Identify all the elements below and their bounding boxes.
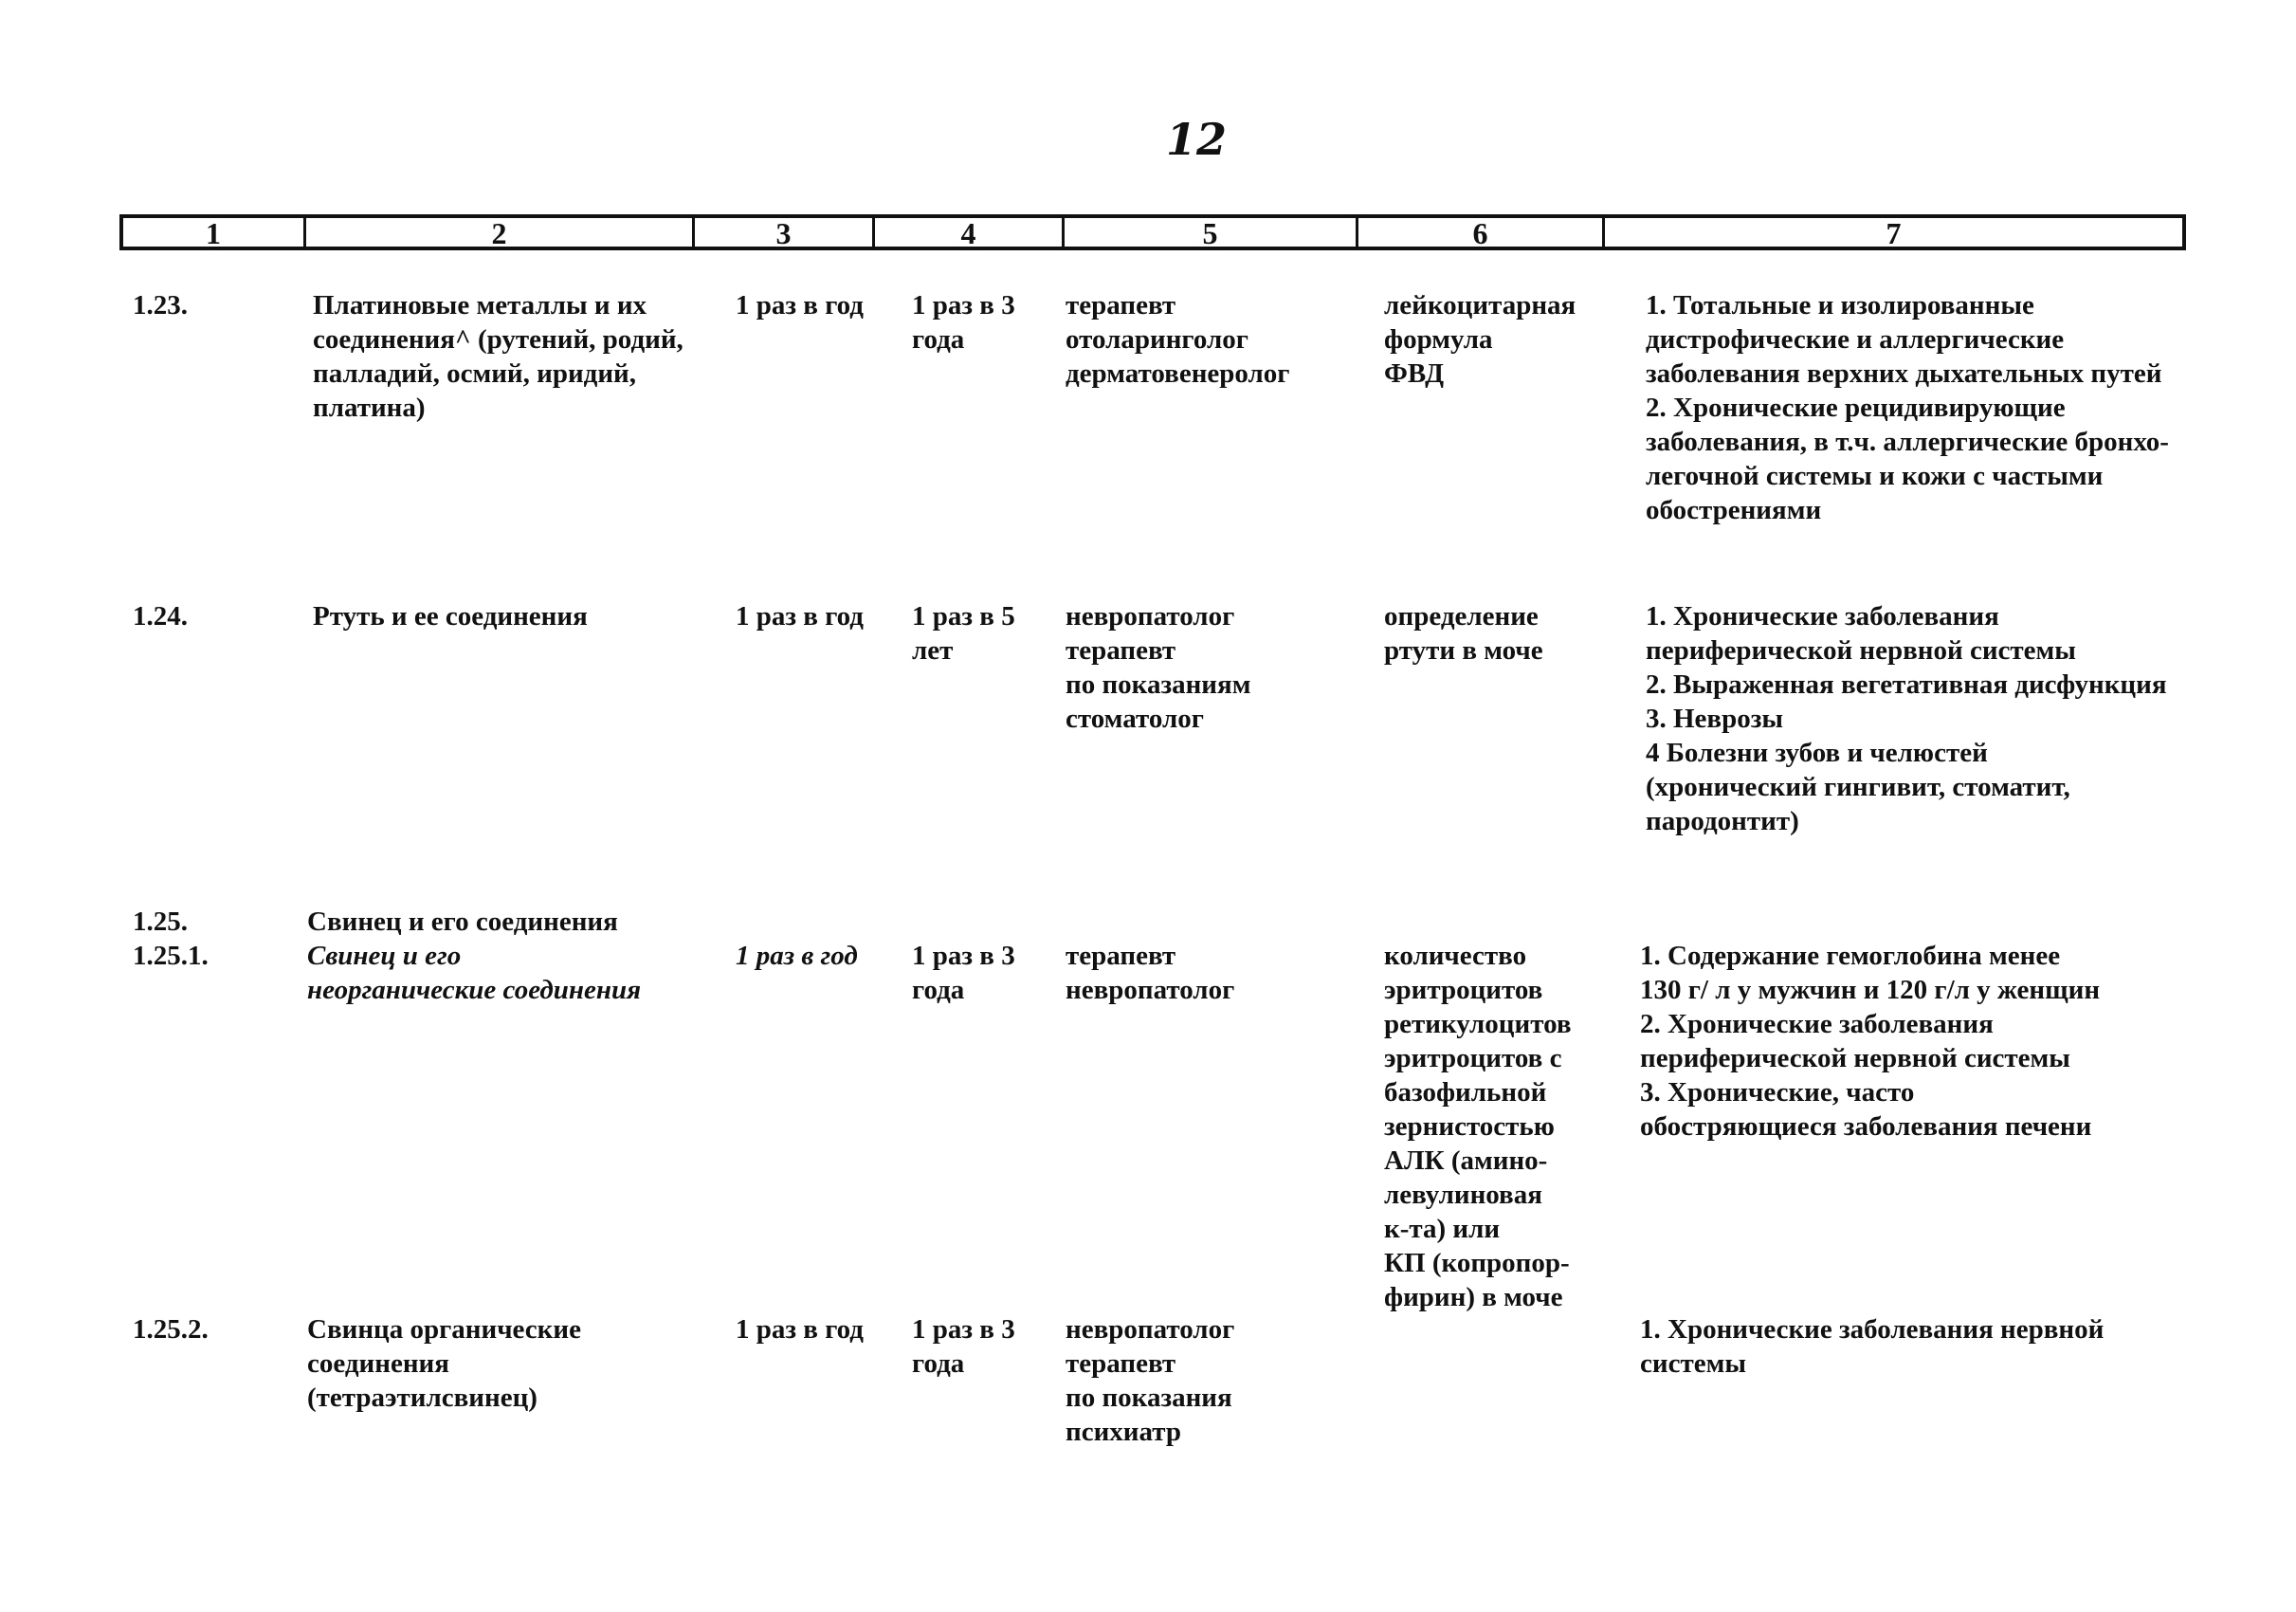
row-doctors: терапевт невропатолог	[1066, 941, 1235, 1005]
row-code: 1.25.1.	[133, 941, 209, 971]
row-freq-exam: 1 раз в год	[736, 941, 858, 971]
header-col-4: 4	[872, 218, 1062, 247]
row-tests: определение ртути в моче	[1384, 601, 1543, 666]
row-contraindications: 1. Содержание гемоглобина менее 130 г/ л у мужчин и 120 г/л у женщин 2. Хронические заболевания периферической нервной системы 3. Хронические, часто обостряющиеся заболевания печени	[1640, 941, 2101, 1142]
row-factor: Платиновые металлы и их соединения^ (рутений, родий, палладий, осмий, иридий, платина)	[313, 290, 683, 423]
row-code: 1.24.	[133, 601, 188, 632]
header-col-6: 6	[1356, 218, 1602, 247]
header-col-7: 7	[1602, 218, 2182, 247]
row-factor: Свинца органические соединения (тетраэтилсвинец)	[307, 1314, 581, 1413]
row-freq-specialist: 1 раз в 3 года	[912, 941, 1015, 1005]
row-code: 1.25.2.	[133, 1314, 209, 1345]
row-factor: Свинец и его соединения	[307, 907, 618, 937]
row-contraindications: 1. Хронические заболевания периферической нервной системы 2. Выраженная вегетативная дисфункция 3. Неврозы 4 Болезни зубов и челюстей (хронический гингивит, стоматит, пародонтит)	[1646, 601, 2167, 836]
page-number: 12	[1166, 114, 1228, 165]
header-col-3: 3	[692, 218, 872, 247]
row-factor: Ртуть и ее соединения	[313, 601, 588, 632]
row-contraindications: 1. Хронические заболевания нервной системы	[1640, 1314, 2105, 1379]
row-freq-exam: 1 раз в год	[736, 290, 864, 321]
row-doctors: невропатолог терапевт по показаниям стоматолог	[1066, 601, 1251, 734]
row-code: 1.23.	[133, 290, 188, 321]
row-freq-exam: 1 раз в год	[736, 1314, 864, 1345]
row-doctors: невропатолог терапевт по показания психиатр	[1066, 1314, 1235, 1447]
row-code: 1.25.	[133, 907, 188, 937]
row-freq-specialist: 1 раз в 3 года	[912, 290, 1015, 355]
row-factor: Свинец и его неорганические соединения	[307, 941, 642, 1005]
row-contraindications: 1. Тотальные и изолированные дистрофические и аллергические заболевания верхних дыхательных путей 2. Хронические рецидивирующие заболевания, в т.ч. аллергические бронхо-легочной системы и кожи с частыми обострениями	[1646, 290, 2169, 525]
row-freq-specialist: 1 раз в 5 лет	[912, 601, 1015, 666]
row-freq-specialist: 1 раз в 3 года	[912, 1314, 1015, 1379]
row-tests: количество эритроцитов ретикулоцитов эритроцитов с базофильной зернистостью АЛК (амино- левулиновая к-та) или КП (копропор- фирин) в моче	[1384, 941, 1572, 1312]
header-col-5: 5	[1062, 218, 1356, 247]
row-freq-exam: 1 раз в год	[736, 601, 864, 632]
row-doctors: терапевт отоларинголог дерматовенеролог	[1066, 290, 1290, 389]
header-col-2: 2	[303, 218, 692, 247]
header-col-1: 1	[206, 216, 221, 250]
table-header	[119, 214, 2186, 250]
row-tests: лейкоцитарная формула ФВД	[1384, 290, 1576, 389]
